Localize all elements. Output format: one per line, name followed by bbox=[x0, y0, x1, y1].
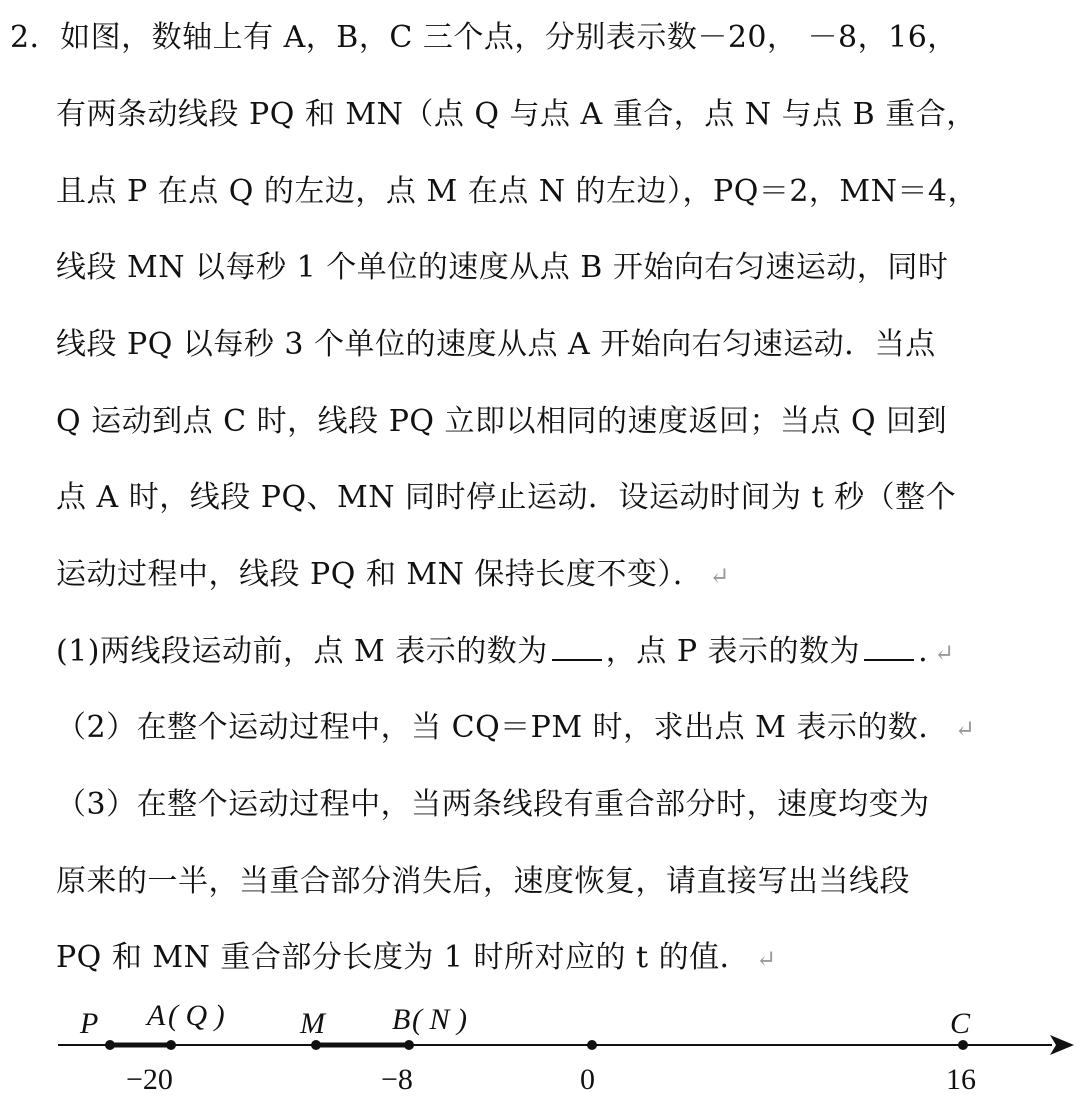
problem-line-8-text: 运动过程中，线段 PQ 和 MN 保持长度不变）． bbox=[56, 557, 704, 592]
point-c bbox=[958, 1040, 968, 1050]
question-1-part2: ，点 P 表示的数为 bbox=[605, 634, 861, 669]
number-line-figure bbox=[0, 995, 1080, 1105]
paragraph-mark: ↵ bbox=[756, 945, 777, 973]
question-3-line-2: 原来的一半，当重合部分消失后，速度恢复，请直接写出当线段 bbox=[56, 864, 910, 899]
answer-blank-p[interactable] bbox=[864, 633, 914, 661]
problem-line-8 bbox=[56, 555, 730, 595]
problem-line-1: 2．如图，数轴上有 A，B，C 三个点，分别表示数－20， －8，16， bbox=[10, 20, 958, 55]
label-c: C bbox=[950, 1007, 971, 1040]
tick-label-0: 0 bbox=[580, 1063, 595, 1096]
question-1-part1: (1)两线段运动前，点 M 表示的数为 bbox=[56, 634, 548, 669]
point-a bbox=[166, 1040, 176, 1050]
label-q: ( Q ) bbox=[168, 999, 225, 1032]
problem-line-5: 线段 PQ 以每秒 3 个单位的速度从点 A 开始向右匀速运动．当点 bbox=[56, 327, 936, 362]
problem-line-3: 且点 P 在点 Q 的左边，点 M 在点 N 的左边），PQ＝2，MN＝4， bbox=[56, 174, 978, 209]
question-1 bbox=[56, 632, 955, 672]
point-b bbox=[404, 1040, 414, 1050]
problem-line-4: 线段 MN 以每秒 1 个单位的速度从点 B 开始向右匀速运动，同时 bbox=[56, 250, 949, 285]
tick-label-minus-8: −8 bbox=[381, 1063, 413, 1096]
problem-line-2: 有两条动线段 PQ 和 MN（点 Q 与点 A 重合，点 N 与点 B 重合， bbox=[56, 97, 977, 132]
question-2-text: （2）在整个运动过程中，当 CQ＝PM 时，求出点 M 表示的数． bbox=[56, 710, 949, 745]
paragraph-mark: ↵ bbox=[954, 715, 976, 743]
question-3-line-3-text: PQ 和 MN 重合部分长度为 1 时所对应的 t 的值． bbox=[56, 940, 751, 975]
question-1-part3: . bbox=[918, 634, 929, 669]
problem-line-7: 点 A 时，线段 PQ、MN 同时停止运动．设运动时间为 t 秒（整个 bbox=[56, 480, 957, 515]
answer-blank-m[interactable] bbox=[552, 633, 602, 661]
problem-line-6: Q 运动到点 C 时，线段 PQ 立即以相同的速度返回；当点 Q 回到 bbox=[56, 404, 948, 439]
paragraph-mark: ↵ bbox=[934, 639, 955, 667]
label-p: P bbox=[80, 1007, 99, 1040]
question-3-line-1: （3）在整个运动过程中，当两条线段有重合部分时，速度均变为 bbox=[56, 787, 930, 822]
label-n: ( N ) bbox=[412, 1003, 467, 1036]
point-p bbox=[105, 1040, 115, 1050]
point-m bbox=[311, 1040, 321, 1050]
label-a: A bbox=[147, 999, 166, 1032]
paragraph-mark: ↵ bbox=[709, 562, 731, 590]
tick-label-16: 16 bbox=[946, 1063, 976, 1096]
tick-label-minus-20: −20 bbox=[126, 1063, 173, 1096]
question-3-line-3 bbox=[56, 938, 777, 978]
point-origin bbox=[587, 1040, 597, 1050]
label-b: B bbox=[392, 1003, 411, 1036]
question-2 bbox=[56, 708, 976, 748]
axis-arrow-icon bbox=[1050, 1035, 1074, 1055]
label-m: M bbox=[300, 1007, 325, 1040]
